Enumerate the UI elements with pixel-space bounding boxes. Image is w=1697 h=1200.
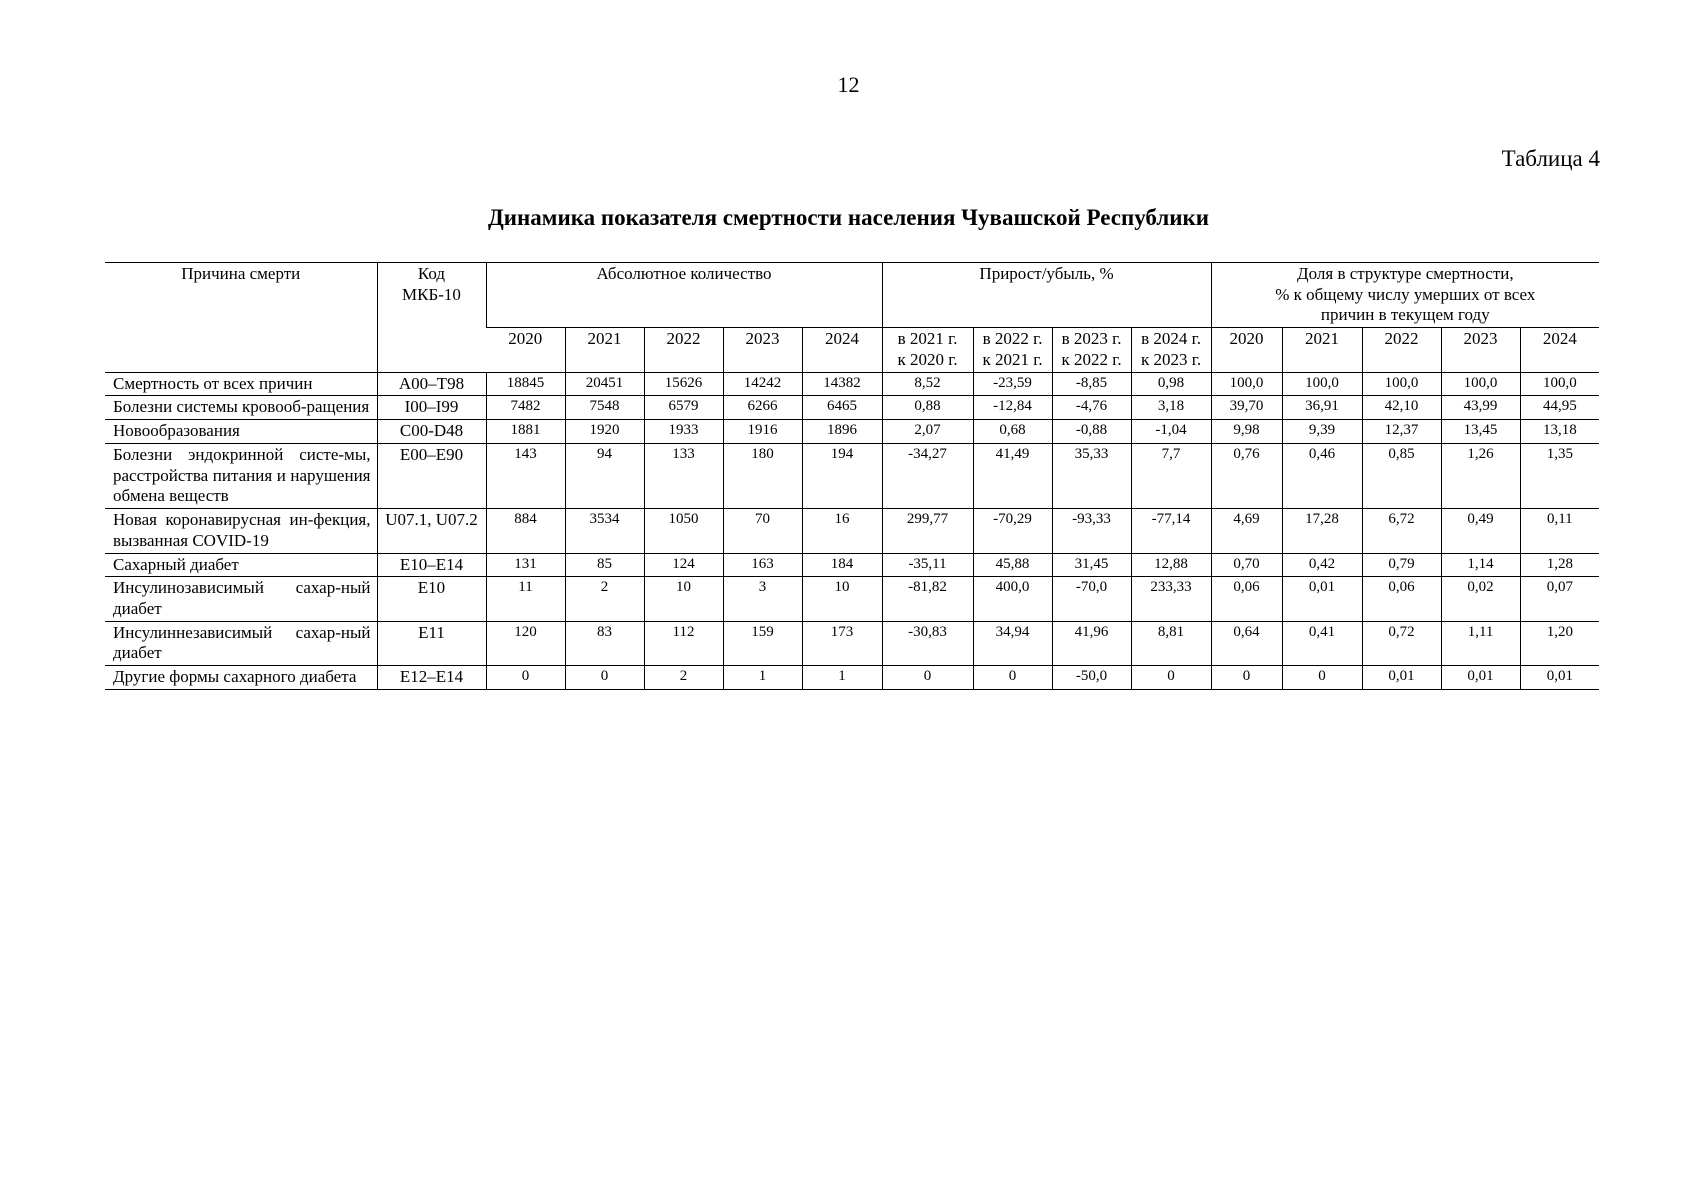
cause-cell: Болезни эндокринной систе-мы, расстройства питания и нарушения обмена веществ	[105, 443, 377, 508]
share-value-cell: 44,95	[1520, 396, 1599, 420]
share-value-cell: 0	[1211, 666, 1282, 690]
header-growth: Прирост/убыль, %	[882, 263, 1211, 328]
absolute-value-cell: 14382	[802, 372, 882, 396]
share-value-cell: 100,0	[1520, 372, 1599, 396]
growth-value-cell: 2,07	[882, 420, 973, 444]
share-value-cell: 1,14	[1441, 553, 1520, 577]
table-row	[105, 420, 1599, 444]
growth-value-cell: 41,96	[1052, 621, 1131, 665]
absolute-value-cell: 124	[644, 553, 723, 577]
growth-value-cell: 12,88	[1131, 553, 1211, 577]
absolute-value-cell: 2	[644, 666, 723, 690]
absolute-value-cell: 6266	[723, 396, 802, 420]
share-value-cell: 9,39	[1282, 420, 1362, 444]
growth-value-cell: -23,59	[973, 372, 1052, 396]
absolute-value-cell: 120	[486, 621, 565, 665]
cause-cell: Другие формы сахарного диабета	[105, 666, 377, 690]
header-comparison	[973, 328, 1052, 372]
absolute-value-cell: 6579	[644, 396, 723, 420]
header-abs-year: 2024	[802, 328, 882, 372]
absolute-value-cell: 14242	[723, 372, 802, 396]
share-value-cell: 17,28	[1282, 509, 1362, 553]
absolute-value-cell: 1	[723, 666, 802, 690]
code-cell: E10–E14	[377, 553, 486, 577]
absolute-value-cell: 1933	[644, 420, 723, 444]
share-value-cell: 100,0	[1362, 372, 1441, 396]
absolute-value-cell: 70	[723, 509, 802, 553]
absolute-value-cell: 163	[723, 553, 802, 577]
share-value-cell: 0,76	[1211, 443, 1282, 508]
share-value-cell: 0,01	[1282, 577, 1362, 621]
header-comparison	[1131, 328, 1211, 372]
absolute-value-cell: 1881	[486, 420, 565, 444]
absolute-value-cell: 15626	[644, 372, 723, 396]
table-row	[105, 621, 1599, 665]
growth-value-cell: -34,27	[882, 443, 973, 508]
absolute-value-cell: 18845	[486, 372, 565, 396]
growth-value-cell: 8,52	[882, 372, 973, 396]
share-value-cell: 0,64	[1211, 621, 1282, 665]
growth-value-cell: 8,81	[1131, 621, 1211, 665]
header-share-year: 2021	[1282, 328, 1362, 372]
absolute-value-cell: 1916	[723, 420, 802, 444]
absolute-value-cell: 112	[644, 621, 723, 665]
cause-cell: Сахарный диабет	[105, 553, 377, 577]
share-value-cell: 39,70	[1211, 396, 1282, 420]
header-share-line3: причин в текущем году	[1320, 305, 1490, 325]
share-value-cell: 0,85	[1362, 443, 1441, 508]
share-value-cell: 9,98	[1211, 420, 1282, 444]
share-value-cell: 0,06	[1211, 577, 1282, 621]
absolute-value-cell: 3534	[565, 509, 644, 553]
share-value-cell: 0,72	[1362, 621, 1441, 665]
table-row	[105, 443, 1599, 508]
absolute-value-cell: 159	[723, 621, 802, 665]
table-row	[105, 577, 1599, 621]
share-value-cell: 1,28	[1520, 553, 1599, 577]
header-comparison-line1: в 2021 г.	[897, 329, 958, 349]
share-value-cell: 0,01	[1520, 666, 1599, 690]
growth-value-cell: 233,33	[1131, 577, 1211, 621]
growth-value-cell: -8,85	[1052, 372, 1131, 396]
growth-value-cell: -4,76	[1052, 396, 1131, 420]
share-value-cell: 0,02	[1441, 577, 1520, 621]
share-value-cell: 36,91	[1282, 396, 1362, 420]
header-share-year: 2024	[1520, 328, 1599, 372]
growth-value-cell: 400,0	[973, 577, 1052, 621]
share-value-cell: 0,11	[1520, 509, 1599, 553]
absolute-value-cell: 6465	[802, 396, 882, 420]
share-value-cell: 1,35	[1520, 443, 1599, 508]
share-value-cell: 0,41	[1282, 621, 1362, 665]
cause-cell: Смертность от всех причин	[105, 372, 377, 396]
header-code-line2: МКБ-10	[402, 284, 461, 304]
absolute-value-cell: 0	[565, 666, 644, 690]
share-value-cell: 6,72	[1362, 509, 1441, 553]
growth-value-cell: -30,83	[882, 621, 973, 665]
table-row	[105, 509, 1599, 553]
header-comparison	[882, 328, 973, 372]
absolute-value-cell: 0	[486, 666, 565, 690]
share-value-cell: 1,20	[1520, 621, 1599, 665]
table-label: Таблица 4	[1501, 146, 1600, 171]
growth-value-cell: -0,88	[1052, 420, 1131, 444]
share-value-cell: 0,42	[1282, 553, 1362, 577]
code-cell: C00-D48	[377, 420, 486, 444]
absolute-value-cell: 884	[486, 509, 565, 553]
code-cell: E11	[377, 621, 486, 665]
absolute-value-cell: 7482	[486, 396, 565, 420]
share-value-cell: 0,01	[1362, 666, 1441, 690]
growth-value-cell: 45,88	[973, 553, 1052, 577]
growth-value-cell: -1,04	[1131, 420, 1211, 444]
header-code-line1: Код	[417, 264, 446, 283]
share-value-cell: 13,18	[1520, 420, 1599, 444]
header-absolute: Абсолютное количество	[486, 263, 882, 328]
absolute-value-cell: 194	[802, 443, 882, 508]
header-comparison-line2: к 2020 г.	[897, 349, 958, 369]
share-value-cell: 0	[1282, 666, 1362, 690]
header-comparison-line1: в 2023 г.	[1061, 329, 1122, 349]
absolute-value-cell: 10	[644, 577, 723, 621]
absolute-value-cell: 94	[565, 443, 644, 508]
absolute-value-cell: 133	[644, 443, 723, 508]
header-abs-year: 2020	[486, 328, 565, 372]
share-value-cell: 0,49	[1441, 509, 1520, 553]
share-value-cell: 0,07	[1520, 577, 1599, 621]
cause-cell: Новообразования	[105, 420, 377, 444]
growth-value-cell: 299,77	[882, 509, 973, 553]
growth-value-cell: 0	[1131, 666, 1211, 690]
growth-value-cell: 0,88	[882, 396, 973, 420]
absolute-value-cell: 1	[802, 666, 882, 690]
absolute-value-cell: 11	[486, 577, 565, 621]
share-value-cell: 0,06	[1362, 577, 1441, 621]
growth-value-cell: 0	[882, 666, 973, 690]
share-value-cell: 0,79	[1362, 553, 1441, 577]
share-value-cell: 13,45	[1441, 420, 1520, 444]
table-row	[105, 553, 1599, 577]
mortality-table	[105, 262, 1599, 690]
header-share-line1: Доля в структуре смертности,	[1297, 264, 1514, 283]
share-value-cell: 100,0	[1282, 372, 1362, 396]
absolute-value-cell: 143	[486, 443, 565, 508]
table-title: Динамика показателя смертности населения Чувашской Республики	[487, 205, 1210, 230]
header-comparison-line2: к 2021 г.	[982, 349, 1043, 369]
growth-value-cell: -70,0	[1052, 577, 1131, 621]
header-abs-year: 2022	[644, 328, 723, 372]
code-cell: U07.1, U07.2	[377, 509, 486, 553]
absolute-value-cell: 131	[486, 553, 565, 577]
header-comparison-line2: к 2023 г.	[1141, 349, 1202, 369]
absolute-value-cell: 3	[723, 577, 802, 621]
absolute-value-cell: 16	[802, 509, 882, 553]
growth-value-cell: -93,33	[1052, 509, 1131, 553]
share-value-cell: 12,37	[1362, 420, 1441, 444]
share-value-cell: 0,70	[1211, 553, 1282, 577]
header-comparison	[1052, 328, 1131, 372]
absolute-value-cell: 1920	[565, 420, 644, 444]
share-value-cell: 0,01	[1441, 666, 1520, 690]
growth-value-cell: -81,82	[882, 577, 973, 621]
cause-cell: Болезни системы кровооб-ращения	[105, 396, 377, 420]
code-cell: E00–E90	[377, 443, 486, 508]
code-cell: I00–I99	[377, 396, 486, 420]
growth-value-cell: 0,68	[973, 420, 1052, 444]
absolute-value-cell: 184	[802, 553, 882, 577]
growth-value-cell: -50,0	[1052, 666, 1131, 690]
header-cause: Причина смерти	[105, 263, 377, 373]
header-comparison-line2: к 2022 г.	[1061, 349, 1122, 369]
share-value-cell: 43,99	[1441, 396, 1520, 420]
share-value-cell: 1,26	[1441, 443, 1520, 508]
growth-value-cell: -12,84	[973, 396, 1052, 420]
header-comparison-line1: в 2024 г.	[1141, 329, 1201, 349]
code-cell: E12–E14	[377, 666, 486, 690]
growth-value-cell: 7,7	[1131, 443, 1211, 508]
header-share	[1211, 263, 1599, 328]
table-row	[105, 396, 1599, 420]
absolute-value-cell: 10	[802, 577, 882, 621]
header-row-top	[105, 263, 1599, 328]
growth-value-cell: -77,14	[1131, 509, 1211, 553]
header-code	[377, 263, 486, 373]
share-value-cell: 1,11	[1441, 621, 1520, 665]
code-cell: A00–T98	[377, 372, 486, 396]
header-share-year: 2023	[1441, 328, 1520, 372]
share-value-cell: 100,0	[1441, 372, 1520, 396]
header-share-year: 2020	[1211, 328, 1282, 372]
header-comparison-line1: в 2022 г.	[982, 329, 1043, 349]
table-body	[105, 372, 1599, 689]
absolute-value-cell: 85	[565, 553, 644, 577]
growth-value-cell: -70,29	[973, 509, 1052, 553]
absolute-value-cell: 180	[723, 443, 802, 508]
header-abs-year: 2023	[723, 328, 802, 372]
absolute-value-cell: 2	[565, 577, 644, 621]
header-share-line2: % к общему числу умерших от всех	[1275, 284, 1536, 304]
growth-value-cell: 0,98	[1131, 372, 1211, 396]
absolute-value-cell: 173	[802, 621, 882, 665]
cause-cell: Инсулинозависимый сахар-ный диабет	[105, 577, 377, 621]
absolute-value-cell: 1050	[644, 509, 723, 553]
absolute-value-cell: 83	[565, 621, 644, 665]
absolute-value-cell: 7548	[565, 396, 644, 420]
growth-value-cell: 3,18	[1131, 396, 1211, 420]
cause-cell: Новая коронавирусная ин-фекция, вызванная COVID-19	[105, 509, 377, 553]
table-row	[105, 666, 1599, 690]
growth-value-cell: 35,33	[1052, 443, 1131, 508]
code-cell: E10	[377, 577, 486, 621]
cause-cell: Инсулиннезависимый сахар-ный диабет	[105, 621, 377, 665]
growth-value-cell: 41,49	[973, 443, 1052, 508]
growth-value-cell: 0	[973, 666, 1052, 690]
header-abs-year: 2021	[565, 328, 644, 372]
absolute-value-cell: 1896	[802, 420, 882, 444]
absolute-value-cell: 20451	[565, 372, 644, 396]
share-value-cell: 42,10	[1362, 396, 1441, 420]
share-value-cell: 100,0	[1211, 372, 1282, 396]
table-row	[105, 372, 1599, 396]
header-share-year: 2022	[1362, 328, 1441, 372]
growth-value-cell: 34,94	[973, 621, 1052, 665]
share-value-cell: 0,46	[1282, 443, 1362, 508]
growth-value-cell: -35,11	[882, 553, 973, 577]
page-number: 12	[837, 72, 860, 97]
growth-value-cell: 31,45	[1052, 553, 1131, 577]
share-value-cell: 4,69	[1211, 509, 1282, 553]
